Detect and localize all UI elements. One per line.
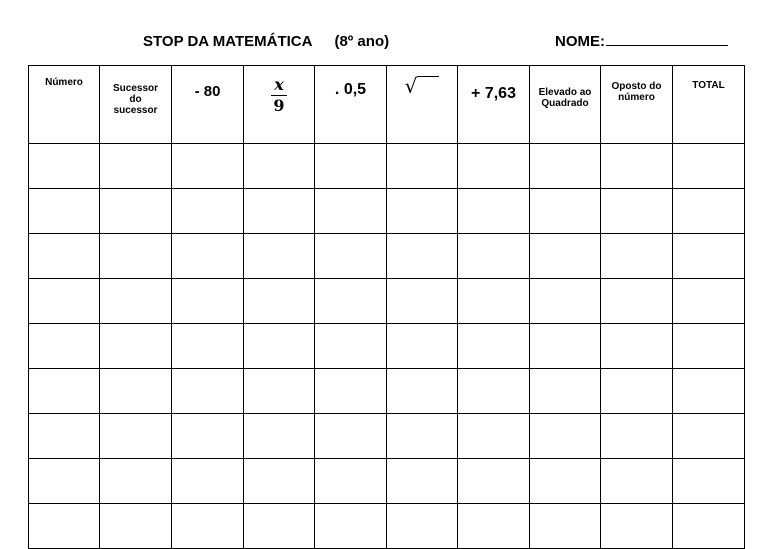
answer-cell-mais763[interactable]: [458, 234, 530, 279]
answer-cell-total[interactable]: [673, 189, 745, 234]
col-header-label: Elevado ao Quadrado: [538, 87, 592, 109]
answer-cell-mais763[interactable]: [458, 279, 530, 324]
col-header-label: + 7,63: [471, 85, 516, 102]
col-header-numero: [29, 66, 100, 144]
fraction-numerator: x: [274, 75, 284, 94]
answer-cell-mais763[interactable]: [458, 414, 530, 459]
title-text: STOP DA MATEMÁTICA: [143, 33, 313, 50]
answer-cell-vezes05[interactable]: [315, 414, 387, 459]
answer-cell-raiz[interactable]: [387, 324, 458, 369]
answer-cell-mais763[interactable]: [458, 189, 530, 234]
answer-cell-numero[interactable]: [29, 414, 100, 459]
answer-cell-total[interactable]: [673, 414, 745, 459]
col-header-vezes05: [315, 66, 387, 144]
answer-cell-numero[interactable]: [29, 324, 100, 369]
table-body: [29, 144, 745, 549]
answer-cell-mais763[interactable]: [458, 324, 530, 369]
answer-cell-fracao[interactable]: [244, 324, 315, 369]
square-root-symbol: √: [404, 74, 418, 98]
col-header-label: Número: [45, 77, 83, 88]
answer-cell-numero[interactable]: [29, 459, 100, 504]
answer-cell-quadrado[interactable]: [530, 414, 601, 459]
answer-cell-raiz[interactable]: [387, 369, 458, 414]
name-blank-line[interactable]: [606, 33, 728, 46]
answer-cell-mais763[interactable]: [458, 369, 530, 414]
answer-cell-fracao[interactable]: [244, 234, 315, 279]
answer-cell-menos80[interactable]: [172, 504, 244, 549]
col-header-oposto: [601, 66, 673, 144]
answer-cell-mais763[interactable]: [458, 504, 530, 549]
answer-cell-mais763[interactable]: [458, 144, 530, 189]
answer-cell-menos80[interactable]: [172, 414, 244, 459]
answer-cell-raiz[interactable]: [387, 414, 458, 459]
answer-cell-vezes05[interactable]: [315, 324, 387, 369]
answer-cell-quadrado[interactable]: [530, 369, 601, 414]
answer-cell-oposto[interactable]: [601, 414, 673, 459]
answer-cell-fracao[interactable]: [244, 459, 315, 504]
answer-cell-menos80[interactable]: [172, 279, 244, 324]
answer-cell-sucessor[interactable]: [100, 504, 172, 549]
answer-cell-total[interactable]: [673, 324, 745, 369]
square-root-icon: [405, 74, 440, 98]
answer-cell-menos80[interactable]: [172, 144, 244, 189]
grade-text: (8º ano): [334, 33, 390, 50]
answer-cell-quadrado[interactable]: [530, 279, 601, 324]
answer-cell-fracao[interactable]: [244, 279, 315, 324]
answer-cell-oposto[interactable]: [601, 234, 673, 279]
table-row: [29, 414, 745, 459]
answer-cell-total[interactable]: [673, 279, 745, 324]
fraction-denominator: 9: [273, 96, 285, 115]
fraction-x-over-9: [271, 77, 287, 114]
square-root-overline: [417, 76, 439, 78]
answer-cell-raiz[interactable]: [387, 234, 458, 279]
answer-cell-menos80[interactable]: [172, 324, 244, 369]
answer-cell-menos80[interactable]: [172, 234, 244, 279]
answer-cell-oposto[interactable]: [601, 324, 673, 369]
answer-cell-sucessor[interactable]: [100, 144, 172, 189]
table-row: [29, 144, 745, 189]
col-header-fracao: [244, 66, 315, 144]
col-header-sucessor: [100, 66, 172, 144]
col-header-label: Oposto do número: [611, 81, 662, 103]
table-row: [29, 324, 745, 369]
answer-cell-quadrado[interactable]: [530, 234, 601, 279]
answer-cell-vezes05[interactable]: [315, 189, 387, 234]
answer-cell-numero[interactable]: [29, 504, 100, 549]
answer-cell-sucessor[interactable]: [100, 459, 172, 504]
answer-cell-quadrado[interactable]: [530, 189, 601, 234]
answer-cell-sucessor[interactable]: [100, 279, 172, 324]
answer-cell-vezes05[interactable]: [315, 504, 387, 549]
answer-cell-vezes05[interactable]: [315, 369, 387, 414]
answer-cell-numero[interactable]: [29, 144, 100, 189]
name-label: NOME:: [555, 33, 605, 50]
answer-cell-numero[interactable]: [29, 234, 100, 279]
answer-cell-oposto[interactable]: [601, 504, 673, 549]
answer-cell-quadrado[interactable]: [530, 459, 601, 504]
answer-cell-total[interactable]: [673, 369, 745, 414]
answer-cell-numero[interactable]: [29, 189, 100, 234]
answer-cell-fracao[interactable]: [244, 189, 315, 234]
table-row: [29, 279, 745, 324]
answer-cell-sucessor[interactable]: [100, 324, 172, 369]
answer-cell-numero[interactable]: [29, 279, 100, 324]
answer-cell-quadrado[interactable]: [530, 504, 601, 549]
answer-cell-fracao[interactable]: [244, 144, 315, 189]
name-field[interactable]: [555, 33, 728, 50]
answer-cell-sucessor[interactable]: [100, 189, 172, 234]
answer-cell-vezes05[interactable]: [315, 234, 387, 279]
answer-cell-raiz[interactable]: [387, 504, 458, 549]
table-row: [29, 189, 745, 234]
answer-cell-fracao[interactable]: [244, 369, 315, 414]
answer-cell-raiz[interactable]: [387, 189, 458, 234]
answer-cell-menos80[interactable]: [172, 369, 244, 414]
answer-cell-total[interactable]: [673, 459, 745, 504]
answer-cell-numero[interactable]: [29, 369, 100, 414]
col-header-total: [673, 66, 745, 144]
answer-cell-raiz[interactable]: [387, 144, 458, 189]
col-header-quadrado: [530, 66, 601, 144]
answer-cell-sucessor[interactable]: [100, 369, 172, 414]
answer-cell-fracao[interactable]: [244, 414, 315, 459]
answer-cell-oposto[interactable]: [601, 279, 673, 324]
table-row: [29, 234, 745, 279]
answer-cell-raiz[interactable]: [387, 459, 458, 504]
answer-cell-quadrado[interactable]: [530, 144, 601, 189]
stop-table: [28, 65, 745, 549]
col-header-menos80: [172, 66, 244, 144]
col-header-label: Sucessor do sucessor: [112, 83, 159, 116]
answer-cell-raiz[interactable]: [387, 279, 458, 324]
answer-cell-sucessor[interactable]: [100, 234, 172, 279]
page-title: [143, 33, 389, 50]
table-row: [29, 459, 745, 504]
col-header-raiz: [387, 66, 458, 144]
answer-cell-total[interactable]: [673, 504, 745, 549]
col-header-label: TOTAL: [692, 80, 725, 91]
answer-cell-oposto[interactable]: [601, 189, 673, 234]
col-header-label: - 80: [194, 83, 221, 100]
answer-cell-total[interactable]: [673, 144, 745, 189]
answer-cell-vezes05[interactable]: [315, 459, 387, 504]
answer-cell-fracao[interactable]: [244, 504, 315, 549]
answer-cell-vezes05[interactable]: [315, 144, 387, 189]
answer-cell-menos80[interactable]: [172, 459, 244, 504]
answer-cell-oposto[interactable]: [601, 144, 673, 189]
table-row: [29, 504, 745, 549]
answer-cell-total[interactable]: [673, 234, 745, 279]
answer-cell-sucessor[interactable]: [100, 414, 172, 459]
answer-cell-quadrado[interactable]: [530, 324, 601, 369]
header-row: [29, 66, 745, 144]
col-header-label: . 0,5: [334, 81, 367, 98]
answer-cell-vezes05[interactable]: [315, 279, 387, 324]
answer-cell-oposto[interactable]: [601, 459, 673, 504]
table-row: [29, 369, 745, 414]
answer-cell-oposto[interactable]: [601, 369, 673, 414]
answer-cell-mais763[interactable]: [458, 459, 530, 504]
col-header-mais763: [458, 66, 530, 144]
answer-cell-menos80[interactable]: [172, 189, 244, 234]
